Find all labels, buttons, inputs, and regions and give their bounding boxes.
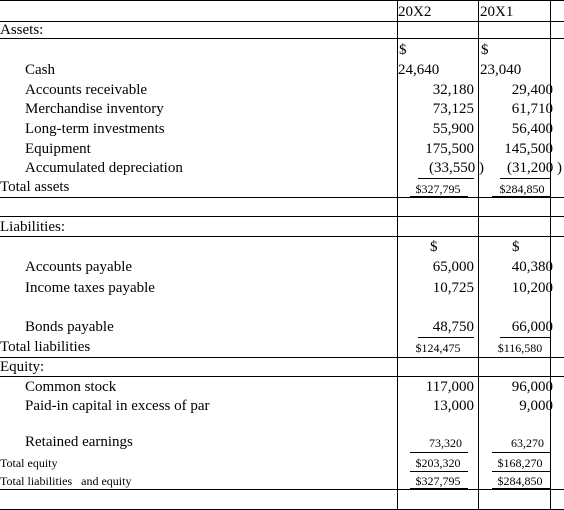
liability-value-20x1: 40,380: [511, 259, 553, 275]
subtotal-underline: [492, 452, 550, 453]
equity-value-20x2: 117,000: [425, 379, 474, 395]
grid-hline: [0, 0, 564, 1]
asset-value-20x2: 175,500: [425, 141, 474, 157]
grand-total-20x2: $327,795: [415, 474, 461, 488]
grid-vline-3: [550, 0, 551, 510]
equity-value-20x1: 63,270: [511, 436, 544, 450]
assets-dollar-20x2: $: [399, 42, 407, 58]
liabilities-dollar-20x1: $: [512, 239, 520, 255]
asset-value-20x1: 145,500: [504, 141, 553, 157]
grand-total-label: Total liabilities and equity: [0, 474, 132, 488]
total-equity-20x2: $203,320: [415, 456, 461, 470]
grid-hline: [0, 38, 564, 39]
equity-label: Retained earnings: [25, 434, 133, 450]
asset-value-20x2: 73,125: [432, 101, 474, 117]
equity-value-20x1: 9,000: [519, 398, 553, 414]
asset-value-20x1: (31,200 ): [507, 160, 562, 176]
liabilities-dollar-20x2: $: [430, 239, 438, 255]
total-liabilities-20x2: $124,475: [415, 341, 461, 355]
liability-value-20x2: 48,750: [432, 319, 474, 335]
grid-hline: [0, 357, 564, 358]
grid-hline: [0, 376, 564, 377]
asset-value-20x1: 61,710: [511, 101, 553, 117]
asset-label: Accumulated depreciation: [25, 160, 183, 176]
total-double-underline: [410, 196, 468, 198]
asset-label: Equipment: [25, 141, 91, 157]
grid-hline: [0, 21, 564, 22]
asset-value-20x2: (33,550 ): [429, 160, 484, 176]
grand-total-20x1: $284,850: [497, 474, 543, 488]
column-header-20x2: 20X2: [398, 4, 432, 20]
column-header-20x1: 20X1: [480, 4, 514, 20]
total-liabilities-20x1: $116,580: [497, 341, 543, 355]
total-assets-label: Total assets: [0, 179, 70, 195]
liability-value-20x2: 10,725: [432, 280, 474, 296]
total-double-underline: [492, 196, 550, 198]
total-double-underline: [410, 488, 468, 490]
subtotal-underline: [418, 178, 474, 179]
subtotal-underline: [500, 178, 550, 179]
subtotal-underline: [500, 337, 550, 338]
total-equity-20x1: $168,270: [497, 456, 543, 470]
asset-value-20x2: 55,900: [432, 121, 474, 137]
equity-label: Common stock: [25, 379, 117, 395]
equity-value-20x2: 73,320: [429, 436, 462, 450]
subtotal-underline: [418, 337, 474, 338]
asset-label: Merchandise inventory: [25, 101, 164, 117]
asset-value-20x1: 23,040: [480, 62, 522, 78]
equity-value-20x1: 96,000: [511, 379, 553, 395]
liability-label: Income taxes payable: [25, 280, 155, 296]
liability-value-20x1: 10,200: [511, 280, 553, 296]
liability-value-20x2: 65,000: [432, 259, 474, 275]
liability-value-20x1: 66,000: [511, 319, 553, 335]
total-liabilities-label: Total liabilities: [0, 339, 91, 355]
total-equity-label: Total equity: [0, 456, 58, 470]
grid-hline: [0, 216, 564, 217]
asset-value-20x1: 29,400: [511, 82, 553, 98]
asset-value-20x1: 56,400: [511, 121, 553, 137]
total-assets-20x2: $327,795: [415, 182, 461, 196]
asset-value-20x2: 32,180: [432, 82, 474, 98]
asset-label: Cash: [25, 62, 55, 78]
equity-heading: Equity:: [0, 359, 45, 375]
asset-label: Accounts receivable: [25, 82, 148, 98]
liabilities-heading: Liabilities:: [0, 219, 65, 235]
equity-label: Paid-in capital in excess of par: [25, 398, 210, 414]
liability-label: Bonds payable: [25, 319, 114, 335]
asset-value-20x2: 24,640: [398, 62, 440, 78]
grid-vline-2: [478, 0, 479, 510]
total-assets-20x1: $284,850: [499, 182, 545, 196]
equity-value-20x2: 13,000: [432, 398, 474, 414]
assets-heading: Assets:: [0, 22, 44, 38]
asset-label: Long-term investments: [25, 121, 165, 137]
assets-dollar-20x1: $: [481, 42, 489, 58]
total-double-underline: [492, 488, 550, 490]
grid-hline: [0, 236, 564, 237]
liability-label: Accounts payable: [25, 259, 133, 275]
subtotal-underline: [410, 452, 468, 453]
grid-hline: [0, 197, 564, 198]
